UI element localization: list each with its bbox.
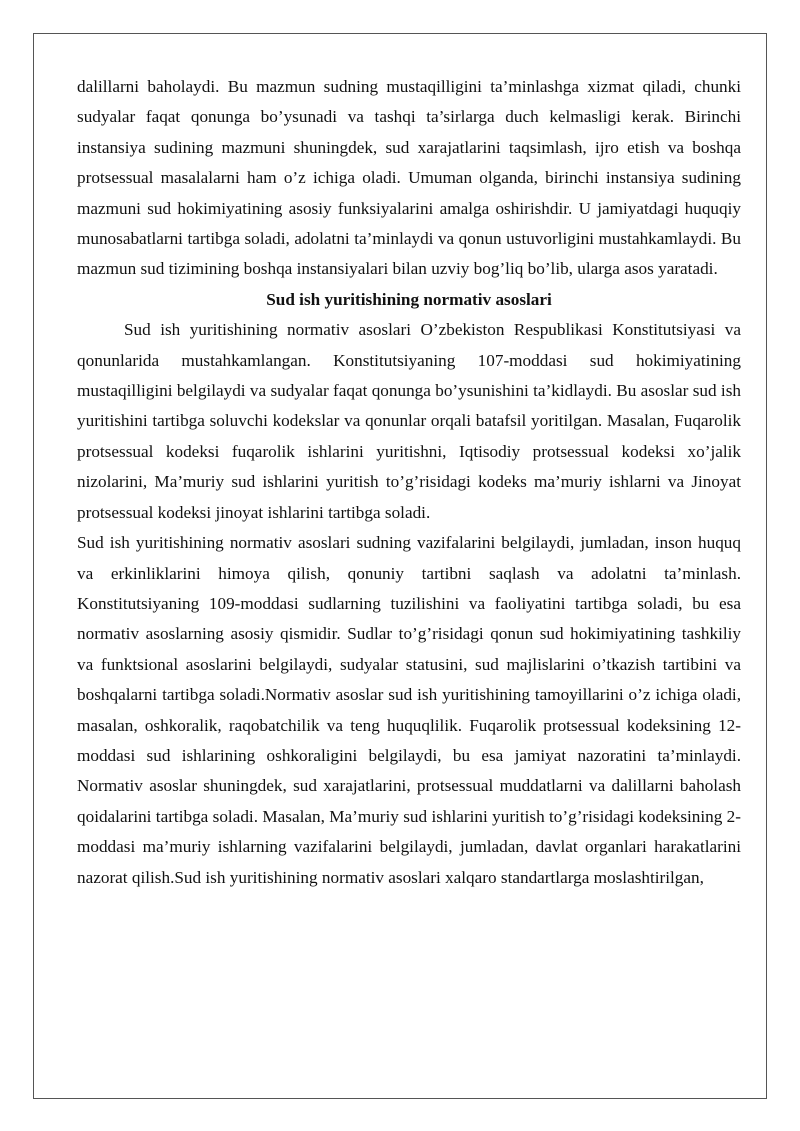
- section-heading: Sud ish yuritishining normativ asoslari: [266, 289, 552, 309]
- document-body: [77, 72, 741, 893]
- paragraph-continuation: dalillarni baholaydi. Bu mazmun sudning mustaqilligini ta’minlashga xizmat qiladi, chunki sudyalar faqat qonunga bo’ysunadi va tashqi ta’sirlarga duch kelmasligi kerak. Birinchi instansiya sudining mazmuni shuningdek, sud xarajatlarini taqsimlash, ijro etish va boshqa protsessual masalalarni ham o’z ichiga oladi. Umuman olganda, birinchi instansiya sudining mazmuni sud hokimiyatining asosiy funksiyalarini amalga oshirishdir. U jamiyatdagi huquqiy munosabatlarni tartibga soladi, adolatni ta’minlaydi va qonun ustuvorligini mustahkamlaydi. Bu mazmun sud tizimining boshqa instansiyalari bilan uzviy bog’liq bo’lib, ularga asos yaratadi.: [77, 77, 741, 279]
- paragraph-normative-basis: Sud ish yuritishining normativ asoslari O’zbekiston Respublikasi Konstitutsiyasi va qonunlarida mustahkamlangan. Konstitutsiyaning 107-moddasi sud hokimiyatining mustaqilligini belgilaydi va sudyalar faqat qonunga bo’ysunishini ta’kidlaydi. Bu asoslar sud ish yuritishini tartibga soluvchi kodekslar va qonunlar orqali batafsil yoritilgan. Masalan, Fuqarolik protsessual kodeksi fuqarolik ishlarini yuritishni, Iqtisodiy protsessual kodeksi xo’jalik nizolarini, Ma’muriy sud ishlarini yuritish to’g’risidagi kodeks ma’muriy ishlarni va Jinoyat protsessual kodeksi jinoyat ishlarini tartibga soladi.: [77, 320, 741, 522]
- paragraph-court-tasks: Sud ish yuritishining normativ asoslari sudning vazifalarini belgilaydi, jumladan, inson huquq va erkinliklarini himoya qilish, qonuniy tartibni saqlash va adolatni ta’minlash. Konstitutsiyaning 109-moddasi sudlarning tuzilishini va faoliyatini tartibga soladi, bu esa normativ asoslarning asosiy qismidir. Sudlar to’g’risidagi qonun sud hokimiyatining tashkiliy va funktsional asoslarini belgilaydi, sudyalar statusini, sud majlislarini o’tkazish tartibini va boshqalarni tartibga soladi.Normativ asoslar sud ish yuritishining tamoyillarini o’z ichiga oladi, masalan, oshkoralik, raqobatchilik va teng huquqlilik. Fuqarolik protsessual kodeksining 12-moddasi sud ishlarining oshkoraligini belgilaydi, bu esa jamiyat nazoratini ta’minlaydi. Normativ asoslar shuningdek, sud xarajatlarini, protsessual muddatlarni va dalillarni baholash qoidalarini tartibga soladi. Masalan, Ma’muriy sud ishlarini yuritish to’g’risidagi kodeksining 2-moddasi ma’muriy ishlarning vazifalarini belgilaydi, jumladan, davlat organlari harakatlarini nazorat qilish.Sud ish yuritishining normativ asoslari xalqaro standartlarga moslashtirilgan,: [77, 533, 741, 887]
